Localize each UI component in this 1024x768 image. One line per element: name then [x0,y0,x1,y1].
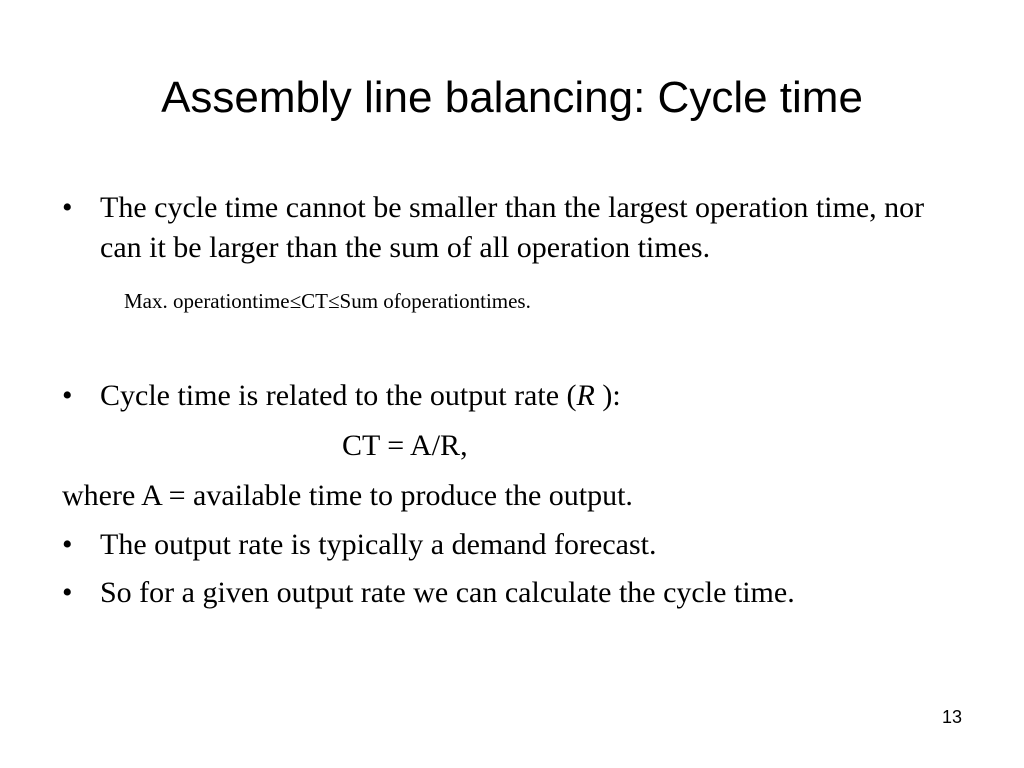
formula-symbol: ≤ [328,289,340,313]
slide-title: Assembly line balancing: Cycle time [161,73,863,122]
bullet-text: The cycle time cannot be smaller than the largest operation time, nor can it be larger than the sum of all operation times. [100,191,925,264]
bullet-text: The output rate is typically a demand forecast. [100,528,657,561]
bullet-text-part: Cycle time is related to the output rate ( [100,379,577,412]
equation-explanation: where A = available time to produce the output. [62,479,633,512]
formula-part: operation [400,289,481,313]
formula-part: Sum of [339,289,401,313]
bullet-text-part: ): [594,379,621,412]
cycle-time-equation: CT = A/R, [342,429,468,462]
cycle-time-inequality [124,287,531,315]
bullet-marker: • [62,528,73,561]
bullet-item-demand-forecast [62,525,962,565]
bullet-text [100,376,962,416]
bullet-text: So for a given output rate we can calculate the cycle time. [100,576,795,609]
bullet-item-output-rate [62,376,962,416]
bullet-marker: • [62,191,73,224]
bullet-marker: • [62,576,73,609]
bullet-item-cycle-time-bounds [62,188,962,268]
formula-symbol: ≤ [289,289,302,313]
variable-r: R [576,379,595,412]
formula-part: Max. operation [124,289,253,313]
formula-part: times. [480,289,531,313]
page-number: 13 [941,707,962,727]
formula-part: CT [301,289,328,313]
formula-part: time [252,289,290,313]
bullet-marker: • [62,379,73,412]
bullet-item-calculate-cycle-time [62,573,962,613]
